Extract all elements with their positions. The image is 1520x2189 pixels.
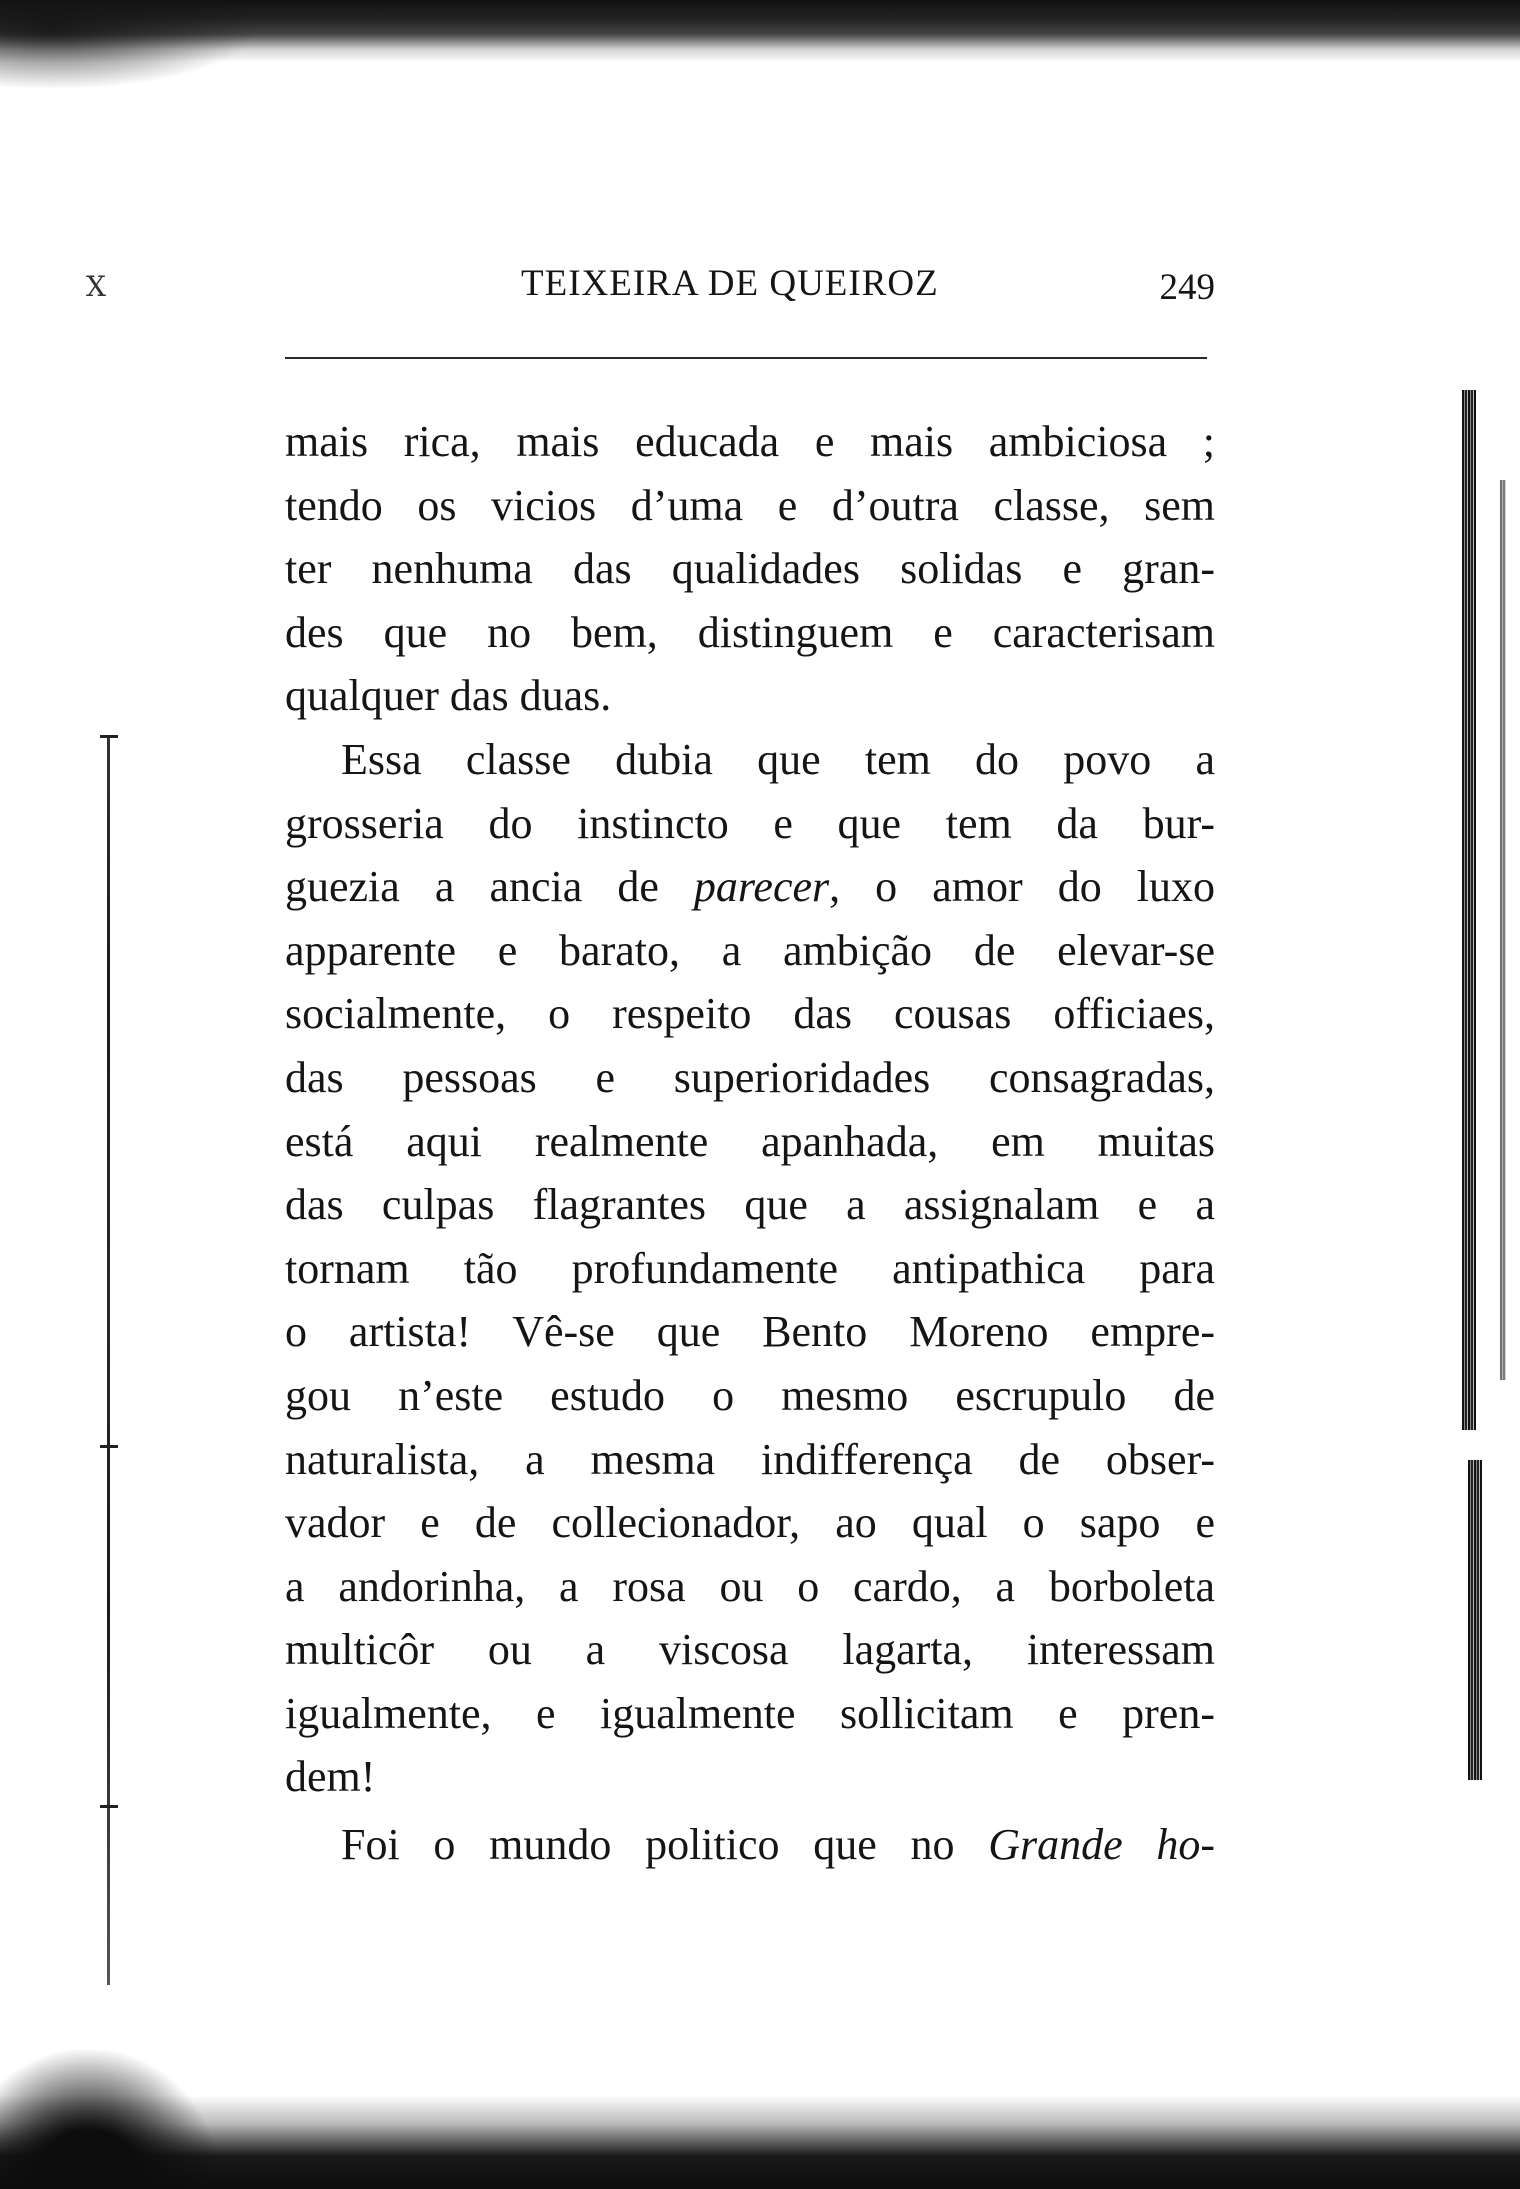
paragraph (285, 728, 1215, 1809)
text-run: Foi o mundo politico que no (341, 1820, 955, 1870)
text-line: igualmente, e igualmente sollicitam e pren- (285, 1688, 1215, 1738)
corner-mark: Ⅹ (86, 272, 106, 303)
text-line: dem! (285, 1752, 376, 1802)
scan-shadow-top-left (0, 0, 260, 90)
text-line (285, 1813, 1215, 1877)
text-run: guezia a ancia de (285, 862, 659, 912)
text-run: , o amor do luxo (829, 862, 1215, 912)
paragraph (285, 1813, 1215, 1877)
text-line: gou n’este estudo o mesmo escrupulo de (285, 1370, 1215, 1420)
text-line: ter nenhuma das qualidades solidas e gran- (285, 544, 1215, 594)
page-edge-right (1462, 390, 1476, 1430)
text-line: está aqui realmente apanhada, em muitas (285, 1116, 1215, 1166)
italic-title: Grande ho- (988, 1820, 1215, 1870)
page-number: 249 (1159, 267, 1215, 308)
scan-edge-bottom (0, 2095, 1520, 2189)
margin-tick (100, 1445, 118, 1448)
text-line: des que no bem, distinguem e caracterisam (285, 607, 1215, 657)
text-line: o artista! Vê-se que Bento Moreno empre- (285, 1307, 1215, 1357)
text-line: socialmente, o respeito das cousas officiaes, (285, 989, 1215, 1039)
text-line: das pessoas e superioridades consagradas, (285, 1052, 1215, 1102)
running-title: TEIXEIRA DE QUEIROZ (521, 263, 939, 304)
text-line: tendo os vicios d’uma e d’outra classe, sem (285, 480, 1215, 530)
scan-shadow-bottom-left (0, 2050, 220, 2189)
page-edge-right (1468, 1460, 1482, 1780)
text-line: tornam tão profundamente antipathica para (285, 1243, 1215, 1293)
text-line: vador e de collecionador, ao qual o sapo e (285, 1498, 1215, 1548)
italic-word: parecer (693, 862, 830, 912)
text-line: qualquer das duas. (285, 671, 612, 721)
binding-shadow-left (107, 735, 110, 1985)
text-line: apparente e barato, a ambição de elevar-se (285, 925, 1215, 975)
text-line: grosseria do instincto e que tem da bur- (285, 798, 1215, 848)
paragraph (285, 410, 1215, 728)
text-line: naturalista, a mesma indifferença de obser- (285, 1434, 1215, 1484)
text-line: a andorinha, a rosa ou o cardo, a borboleta (285, 1561, 1215, 1611)
header-rule (285, 357, 1207, 359)
margin-tick (100, 1805, 118, 1808)
text-line: mais rica, mais educada e mais ambiciosa ; (285, 417, 1215, 466)
text-line: das culpas flagrantes que a assignalam e a (285, 1180, 1215, 1230)
text-line (285, 855, 1215, 919)
running-head (285, 262, 1215, 314)
page-edge-right (1500, 480, 1506, 1380)
text-line: multicôr ou a viscosa lagarta, interessam (285, 1625, 1215, 1675)
text-line: Essa classe dubia que tem do povo a (341, 734, 1215, 784)
margin-tick (100, 735, 118, 738)
body-text (285, 410, 1215, 1877)
